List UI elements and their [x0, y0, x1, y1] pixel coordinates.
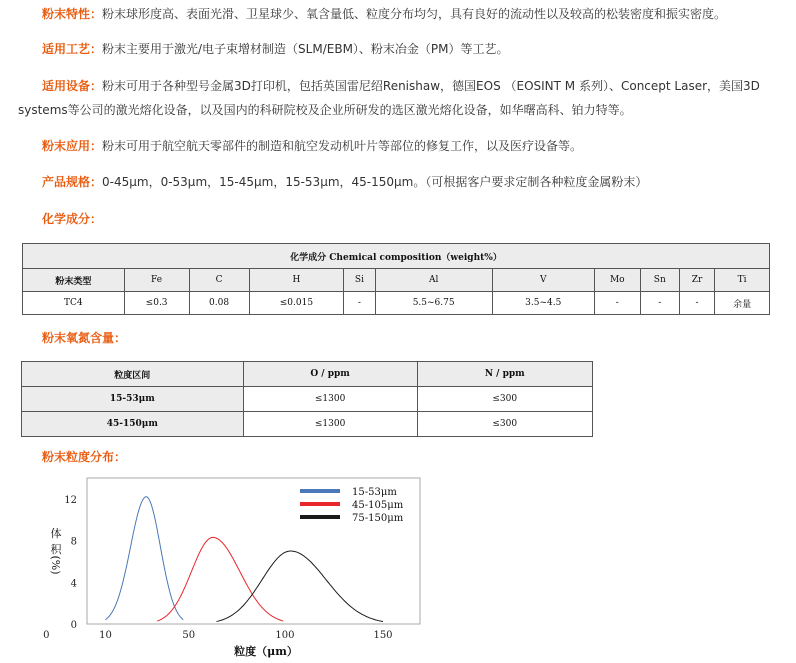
- gas-section-title: 粉末氧氮含量：: [42, 331, 127, 345]
- y-label-char: 体: [50, 527, 62, 540]
- application-label: 粉末应用：: [42, 139, 103, 153]
- chem-value-cell: TC4: [23, 292, 125, 315]
- chem-value-cell: ≤0.015: [249, 292, 344, 315]
- x-tick-label: 10: [99, 630, 112, 641]
- process-text: 粉末主要用于激光/电子束增材制造（SLM/EBM）、粉末冶金（PM）等工艺。: [102, 42, 509, 56]
- gas-value-cell: ≤1300: [243, 412, 417, 437]
- equipment-paragraph: [18, 74, 778, 122]
- feature-text: 粉末球形度高、表面光滑、卫星球少、氧含量低、粒度分布均匀，具有良好的流动性以及较高的松装密度和振实密度。: [102, 7, 727, 21]
- y-tick-label: 4: [70, 578, 77, 590]
- chem-table-caption: 化学成分 Chemical composition（weight%）: [23, 244, 770, 269]
- series-curve: [217, 551, 384, 622]
- chem-value-cell: 0.08: [189, 292, 249, 315]
- y-tick-label: 0: [70, 620, 77, 631]
- chem-header-cell: Si: [344, 269, 375, 292]
- y-axis-label: [49, 526, 63, 575]
- series-curve: [106, 497, 184, 620]
- feature-label: 粉末特性：: [42, 7, 103, 21]
- legend-swatch: [300, 515, 340, 519]
- gas-header-cell: N / ppm: [417, 362, 592, 387]
- chem-value-cell: -: [679, 292, 714, 315]
- gas-value-cell: ≤300: [417, 412, 592, 437]
- x-axis-label: 粒度（μm）: [234, 645, 298, 658]
- chem-value-cell: -: [344, 292, 375, 315]
- x-tick-label: 150: [373, 630, 393, 641]
- chem-header-cell: Zr: [679, 269, 714, 292]
- chem-value-cell: -: [640, 292, 679, 315]
- chem-value-cell: ≤0.3: [124, 292, 189, 315]
- legend-label: 15-53μm: [352, 487, 397, 498]
- gas-header-cell: O / ppm: [243, 362, 417, 387]
- y-tick-label: 12: [64, 494, 77, 506]
- process-label: 适用工艺：: [42, 42, 103, 56]
- chem-value-cell: 5.5~6.75: [375, 292, 492, 315]
- chem-composition-table: [22, 243, 770, 315]
- chem-header-cell: V: [492, 269, 594, 292]
- chem-header-cell: H: [249, 269, 344, 292]
- chem-value-cell: 3.5~4.5: [492, 292, 594, 315]
- gas-row-label: 45-150μm: [22, 412, 244, 437]
- y-tick-label: 8: [70, 536, 77, 548]
- process-paragraph: [18, 37, 778, 61]
- chem-section-title: 化学成分：: [42, 212, 103, 226]
- spec-text: 0-45μm，0-53μm，15-45μm，15-53μm，45-150μm。（可根据客户要求定制各种粒度金属粉末）: [102, 175, 648, 189]
- gas-row-label: 15-53μm: [22, 387, 244, 412]
- spec-label: 产品规格：: [42, 175, 103, 189]
- chem-value-cell: 余量: [715, 292, 770, 315]
- y-label-unit: (%): [49, 555, 62, 575]
- x-tick-label: 0: [43, 630, 50, 641]
- chem-header-cell: Ti: [715, 269, 770, 292]
- chem-header-cell: Sn: [640, 269, 679, 292]
- legend-label: 45-105μm: [352, 500, 404, 511]
- y-label-char: 积: [50, 543, 62, 556]
- equipment-label: 适用设备：: [42, 79, 103, 93]
- gas-header-cell: 粒度区间: [22, 362, 244, 387]
- series-curve: [157, 537, 283, 621]
- feature-paragraph: [18, 2, 778, 26]
- x-tick-label: 100: [275, 630, 295, 641]
- dist-section-title: 粉末粒度分布：: [42, 450, 127, 464]
- chem-header-cell: C: [189, 269, 249, 292]
- chem-header-cell: Mo: [594, 269, 640, 292]
- oxygen-nitrogen-table: [21, 361, 593, 437]
- x-tick-label: 50: [182, 630, 196, 641]
- chem-header-cell: Fe: [124, 269, 189, 292]
- legend-swatch: [300, 489, 340, 493]
- equipment-text: 粉末可用于各种型号金属3D打印机，包括英国雷尼绍Renishaw，德国EOS （EOSINT M 系列）、Concept Laser，美国3D systems等公司的激光熔化设备，以及国内的科研院校及企业所研发的选区激光熔化设备，如华曙高科、铂力特等。: [18, 79, 760, 117]
- chem-value-cell: -: [594, 292, 640, 315]
- chem-header-cell: 粉末类型: [23, 269, 125, 292]
- chem-header-cell: Al: [375, 269, 492, 292]
- application-paragraph: [18, 134, 778, 158]
- application-text: 粉末可用于航空航天零部件的制造和航空发动机叶片等部位的修复工作，以及医疗设备等。: [102, 139, 583, 153]
- gas-value-cell: ≤1300: [243, 387, 417, 412]
- legend-label: 75-150μm: [352, 513, 404, 524]
- gas-value-cell: ≤300: [417, 387, 592, 412]
- particle-size-chart: [40, 472, 440, 660]
- legend-swatch: [300, 502, 340, 506]
- spec-paragraph: [18, 170, 778, 194]
